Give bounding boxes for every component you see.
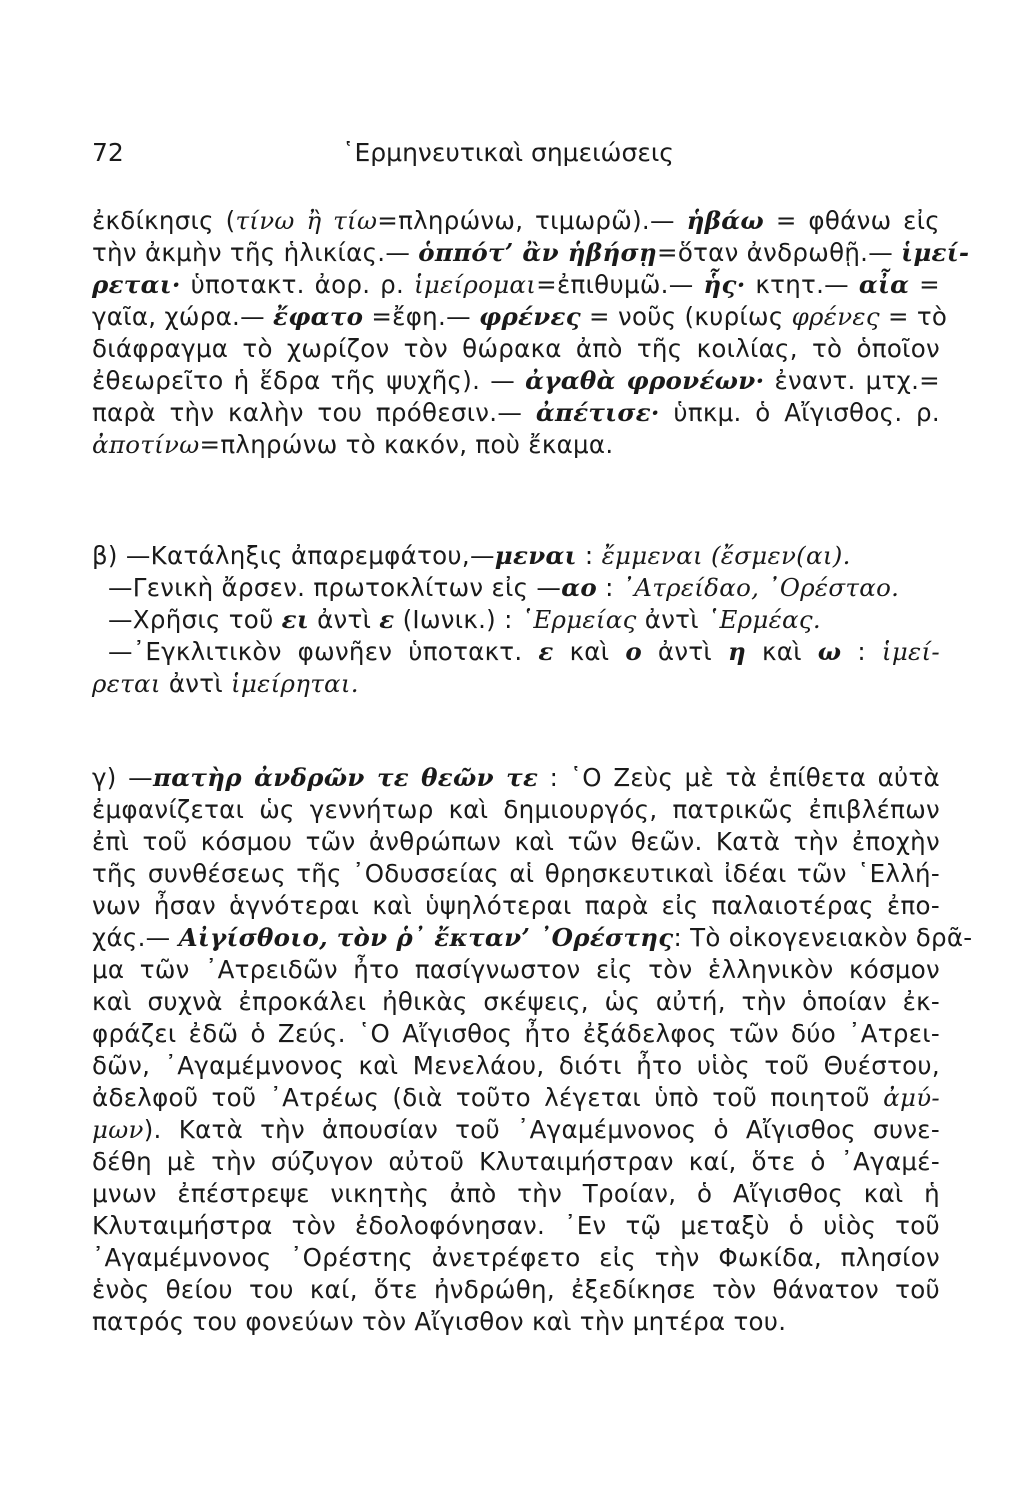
text-line: τὴν ἀκμὴν τῆς ἡλικίας.— ὁππότ’ ἂν ἡβήσῃ=ὅταν ἀνδρωθῇ.— ἱμεί- — [92, 238, 970, 267]
text-line: ἀδελφοῦ τοῦ ᾿Ατρέως (διὰ τοῦτο λέγεται ὑπὸ τοῦ ποιητοῦ ἀμύ- — [92, 1083, 940, 1112]
text-line: μων). Κατὰ τὴν ἀπουσίαν τοῦ ᾿Αγαμέμνονος ὁ Αἴγισθος συνε- — [92, 1115, 940, 1144]
page-number: 72 — [92, 138, 124, 167]
text-line: παρὰ τὴν καλὴν του πρόθεσιν.— ἀπέτισε· ὑπκμ. ὁ Αἴγισθος. ρ. — [92, 398, 940, 427]
commentary-paragraph — [92, 762, 973, 1338]
text-line: διάφραγμα τὸ χωρίζον τὸν θώρακα ἀπὸ τῆς κοιλίας, τὸ ὁποῖον — [92, 334, 940, 363]
page-header — [92, 138, 952, 178]
text-line: δῶν, ᾿Αγαμέμνονος καὶ Μενελάου, διότι ἦτο υἱὸς τοῦ Θυέστου, — [92, 1051, 940, 1080]
text-line: φράζει ἐδῶ ὁ Ζεύς. ῾Ο Αἴγισθος ἦτο ἐξάδελφος τῶν δύο ᾿Ατρει- — [92, 1019, 940, 1048]
text-line: τῆς συνθέσεως τῆς ᾿Οδυσσείας αἱ θρησκευτικαὶ ἰδέαι τῶν ῾Ελλή- — [92, 859, 940, 888]
text-line: —᾿Εγκλιτικὸν φωνῆεν ὑποτακτ. ε καὶ ο ἀντὶ η καὶ ω : ἱμεί- — [108, 637, 940, 666]
text-line: μα τῶν ᾿Ατρειδῶν ἦτο πασίγνωστον εἰς τὸν ἑλληνικὸν κόσμον — [92, 955, 940, 984]
text-line: ἐθεωρεῖτο ἡ ἕδρα τῆς ψυχῆς). — ἀγαθὰ φρονέων· ἐναντ. μτχ.= — [92, 366, 940, 395]
text-line: πατρός του φονεύων τὸν Αἴγισθον καὶ τὴν μητέρα του. — [92, 1307, 787, 1336]
text-line: γ) —πατὴρ ἀνδρῶν τε θεῶν τε : ῾Ο Ζεὺς μὲ τὰ ἐπίθετα αὐτὰ — [92, 763, 941, 792]
text-line: γαῖα, χώρα.— ἔφατο =ἔφη.— φρένες = νοῦς (κυρίως φρένες = τὸ — [92, 302, 948, 331]
running-title: ῾Ερμηνευτικαὶ σημειώσεις — [342, 138, 674, 167]
glossary-paragraph — [92, 205, 970, 461]
text-line: ᾿Αγαμέμνονος ᾿Ορέστης ἀνετρέφετο εἰς τὴν Φωκίδα, πλησίον — [92, 1243, 940, 1272]
text-line: χάς.— Αἰγίσθοιο, τὸν ῥ᾿ ἔκταν’ ᾿Ορέστης: Τὸ οἰκογενειακὸν δρᾶ- — [92, 923, 973, 952]
text-line: ἑνὸς θείου του καί, ὅτε ἠνδρώθη, ἐξεδίκησε τὸν θάνατον τοῦ — [92, 1275, 940, 1304]
text-line: ρεται ἀντὶ ἱμείρηται. — [92, 669, 359, 698]
text-line: ἐπὶ τοῦ κόσμου τῶν ἀνθρώπων καὶ τῶν θεῶν. Κατὰ τὴν ἐποχὴν — [92, 827, 940, 856]
text-line: νων ἦσαν ἁγνότεραι καὶ ὑψηλότεραι παρὰ εἰς παλαιοτέρας ἐπο- — [92, 891, 940, 920]
text-line: —Χρῆσις τοῦ ει ἀντὶ ε (Ιωνικ.) : ῾Ερμείας ἀντὶ ῾Ερμέας. — [108, 605, 821, 634]
text-line: ἐμφανίζεται ὡς γεννήτωρ καὶ δημιουργός, πατρικῶς ἐπιβλέπων — [92, 795, 940, 824]
text-line: δέθη μὲ τὴν σύζυγον αὐτοῦ Κλυταιμήστραν καί, ὅτε ὁ ᾿Αγαμέ- — [92, 1147, 940, 1176]
text-line: β) —Κατάληξις ἀπαρεμφάτου,—μεναι : ἔμμεναι (ἔσμεν(αι). — [92, 541, 851, 570]
text-line: Κλυταιμήστρα τὸν ἐδολοφόνησαν. ᾿Εν τῷ μεταξὺ ὁ υἱὸς τοῦ — [92, 1211, 940, 1240]
text-line: ἐκδίκησις (τίνω ἢ τίω=πληρώνω, τιμωρῶ).— ἡβάω = φθάνω εἰς — [92, 206, 940, 235]
grammar-notes — [92, 540, 940, 700]
text-line: ἀποτίνω=πληρώνω τὸ κακόν, ποὺ ἔκαμα. — [92, 430, 614, 459]
text-line: καὶ συχνὰ ἐπροκάλει ἠθικὰς σκέψεις, ὡς αὐτή, τὴν ὁποίαν ἐκ- — [92, 987, 940, 1016]
text-line: ρεται· ὑποτακτ. ἀορ. ρ. ἱμείρομαι=ἐπιθυμῶ.— ἧς· κτητ.— αἶα = — [92, 270, 940, 299]
text-line: —Γενικὴ ἄρσεν. πρωτοκλίτων εἰς —αο : ᾿Ατρείδαο, ᾿Ορέσταο. — [108, 573, 900, 602]
text-line: μνων ἐπέστρεψε νικητὴς ἀπὸ τὴν Τροίαν, ὁ Αἴγισθος καὶ ἡ — [92, 1179, 940, 1208]
